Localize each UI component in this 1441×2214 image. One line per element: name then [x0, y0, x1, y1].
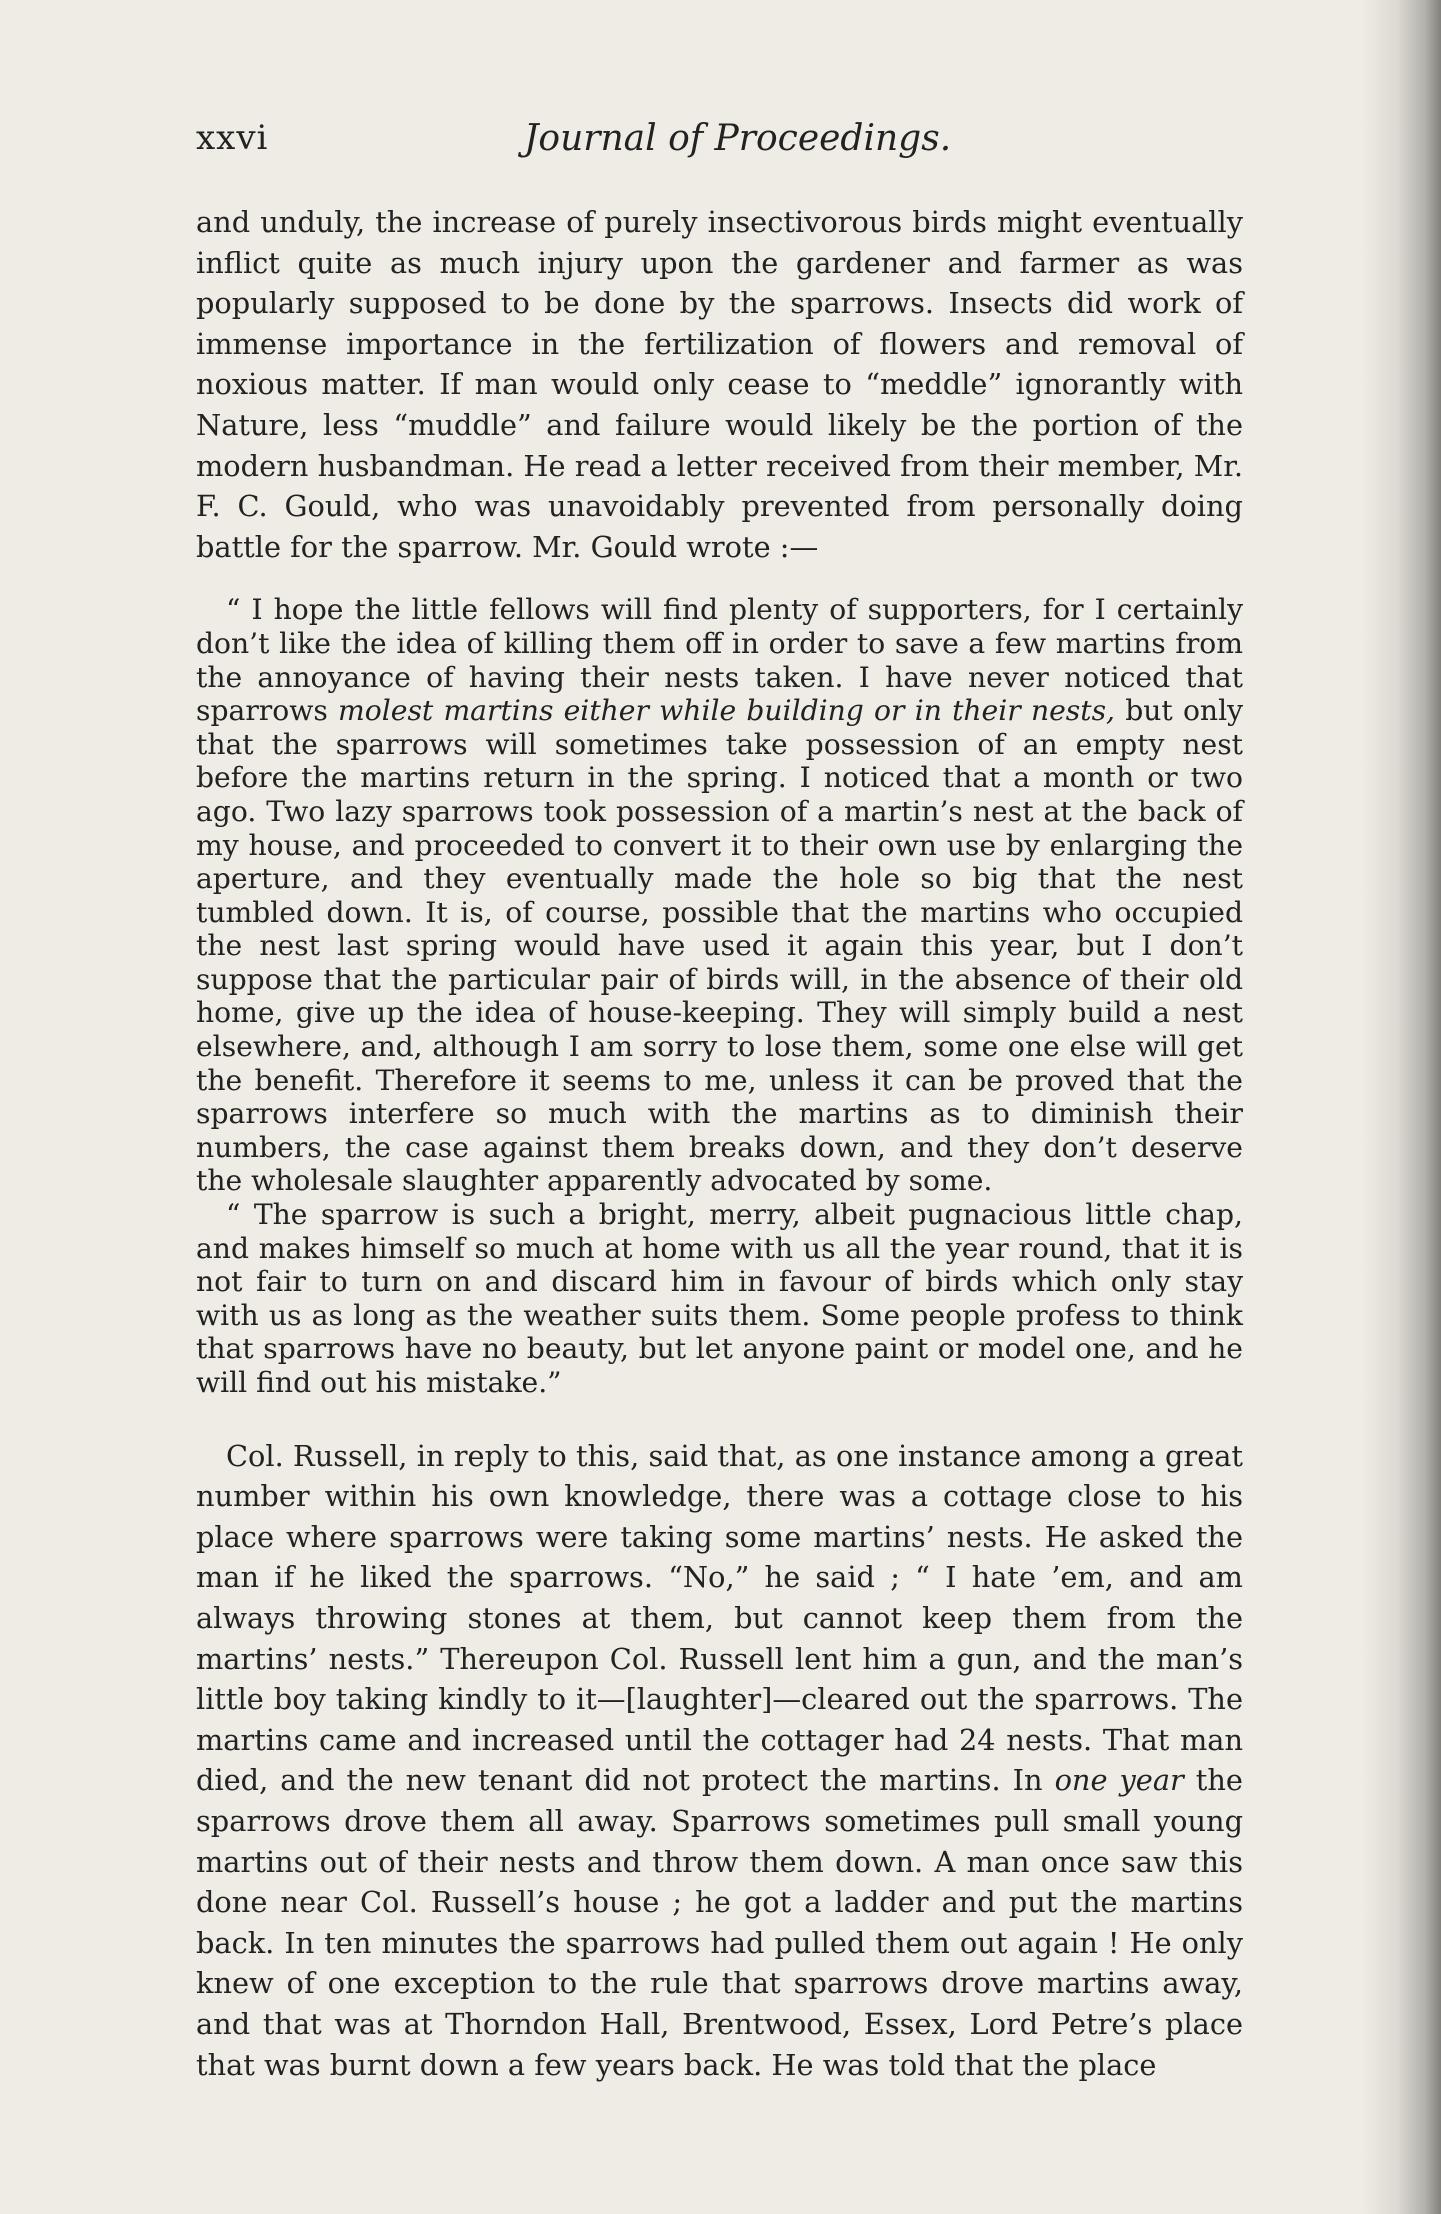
quoted-letter: [196, 593, 1243, 1399]
col-russell-text-c: the sparrows drove them all away. Sparrows sometimes pull small young martins out of their nests and throw them down. A man once saw this done near Col. Russell’s house ; he got a ladder and put the martins back. In ten minutes the sparrows had pulled them out again ! He only knew of one exception to the rule that sparrows drove martins away, and that was at Thorndon Hall, Brentwood, Essex, Lord Petre’s place that was burnt down a few years back. He was told that the place: [196, 1763, 1243, 2082]
quote-1-italic: molest martins either while building or in their nests,: [338, 694, 1115, 728]
paragraph-col-russell: [196, 1436, 1243, 2086]
book-spine-shadow: [1361, 0, 1441, 2214]
col-russell-text-a: Col. Russell, in reply to this, said that, as one instance among a great number within his own knowledge, there was a cottage close to his place where sparrows were taking some martins’ nests. He asked the man if he liked the sparrows. “No,” he said ; “ I hate ’em, and am always throwing stones at them, but cannot keep them from the martins’ nests.” Thereupon Col. Russell lent him a gun, and the man’s little boy taking kindly to it—[laughter]—cleared out the sparrows. The martins came and increased until the cottager had 24 nests. That man died, and the new tenant did not protect the martins. In: [196, 1438, 1243, 1798]
col-russell-italic: one year: [1054, 1763, 1184, 1798]
paragraph-intro: and unduly, the increase of purely insectivorous birds might eventually inflict quite as much injury upon the gardener and farmer as was popularly supposed to be done by the sparrows. Insects did work of immense importance in the fertilization of flowers and removal of noxious matter. If man would only cease to “meddle” ignorantly with Nature, less “muddle” and failure would likely be the portion of the modern husbandman. He read a letter received from their member, Mr. F. C. Gould, who was unavoidably prevented from personally doing battle for the sparrow. Mr. Gould wrote :—: [196, 205, 1243, 564]
running-title: Journal of Proceedings.: [524, 118, 952, 159]
running-head: [196, 118, 1236, 174]
quote-1-text-c: but only that the sparrows will sometimes take possession of an empty nest before the martins return in the spring. I noticed that a month or two ago. Two lazy sparrows took possession of a martin’s nest at the back of my house, and proceeded to convert it to their own use by enlarging the aperture, and they eventually made the hole so big that the nest tumbled down. It is, of course, possible that the martins who occupied the nest last spring would have used it again this year, but I don’t suppose that the particular pair of birds will, in the absence of their old home, give up the idea of house-keeping. They will simply build a nest elsewhere, and, although I am sorry to lose them, some one else will get the benefit. Therefore it seems to me, unless it can be proved that the sparrows interfere so much with the martins as to diminish their numbers, the case against them breaks down, and they don’t deserve the wholesale slaughter apparently advocated by some.: [196, 694, 1244, 1198]
quote-1-text-a: “ I hope the little fellows will find plenty of supporters, for I certainly don’t like the idea of killing them off in order to save a few martins from the annoyance of having their nests taken. I have never noticed that sparrows: [196, 593, 1243, 728]
quote-paragraph-1: [196, 593, 1243, 1198]
page-number: xxvi: [196, 118, 269, 158]
body-text: [196, 202, 1243, 2085]
quote-paragraph-2: “ The sparrow is such a bright, merry, albeit pugnacious little chap, and makes himself so much at home with us all the year round, that it is not fair to turn on and discard him in favour of birds which only stay with us as long as the weather suits them. Some people profess to think that sparrows have no beauty, but let anyone paint or model one, and he will find out his mistake.”: [196, 1198, 1243, 1399]
